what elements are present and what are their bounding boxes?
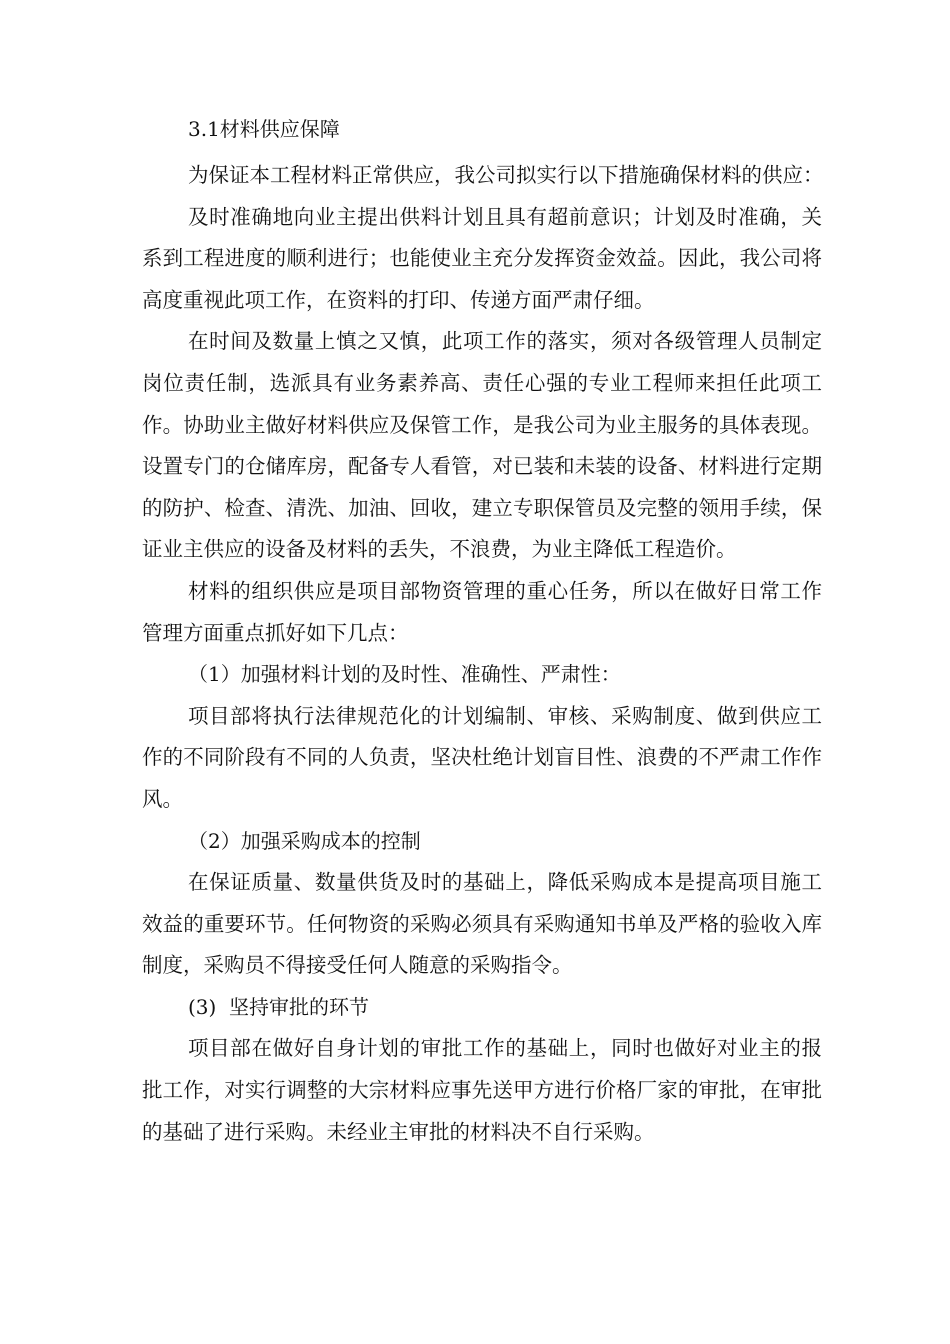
point-3-body: 项目部在做好自身计划的审批工作的基础上，同时也做好对业主的报批工作，对实行调整的大宗材料应事先送甲方进行价格厂家的审批，在审批的基础了进行采购。未经业主审批的材料决不自行采购。 — [142, 1036, 822, 1144]
paragraph-organization: 材料的组织供应是项目部物资管理的重心任务，所以在做好日常工作管理方面重点抓好如下几点： — [142, 578, 822, 645]
paragraph-intro: 为保证本工程材料正常供应，我公司拟实行以下措施确保材料的供应： — [188, 163, 824, 187]
point-1-body: 项目部将执行法律规范化的计划编制、审核、采购制度、做到供应工作的不同阶段有不同的人负责，坚决杜绝计划盲目性、浪费的不严肃工作作风。 — [142, 703, 822, 811]
section-heading: 3.1材料供应保障 — [188, 117, 340, 141]
point-1-title: （1）加强材料计划的及时性、准确性、严肃性： — [188, 662, 621, 687]
point-2-body: 在保证质量、数量供货及时的基础上，降低采购成本是提高项目施工效益的重要环节。任何物资的采购必须具有采购通知书单及严格的验收入库制度，采购员不得接受任何人随意的采购指令。 — [142, 870, 822, 978]
point-3-title: (3) 坚持审批的环节 — [188, 994, 370, 1019]
paragraph-planning: 及时准确地向业主提出供料计划且具有超前意识；计划及时准确，关系到工程进度的顺利进行；也能使业主充分发挥资金效益。因此，我公司将高度重视此项工作，在资料的打印、传递方面严肃仔细。 — [142, 204, 822, 312]
paragraph-responsibility: 在时间及数量上慎之又慎，此项工作的落实，须对各级管理人员制定岗位责任制，选派具有业务素养高、责任心强的专业工程师来担任此项工作。协助业主做好材料供应及保管工作，是我公司为业主服务的具体表现。设置专门的仓储库房，配备专人看管，对已装和未装的设备、材料进行定期的防护、检查、清洗、加油、回收，建立专职保管员及完整的领用手续，保证业主供应的设备及材料的丢失，不浪费，为业主降低工程造价。 — [142, 329, 822, 562]
point-2-title: （2）加强采购成本的控制 — [188, 828, 421, 853]
document-body — [142, 112, 822, 1153]
